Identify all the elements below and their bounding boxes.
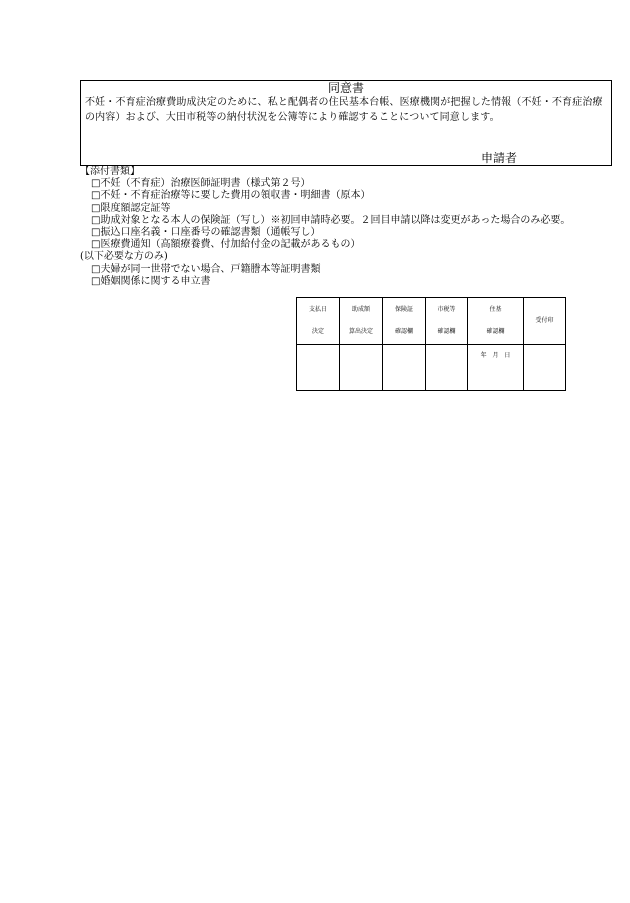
cell-city-tax-check[interactable] [426, 345, 468, 391]
header-reception-stamp: 受付印 [524, 298, 566, 345]
check-table-body-row [297, 345, 566, 391]
cell-insurance-check[interactable] [383, 345, 426, 391]
attachment-item-receipts: □不妊・不育症治療等に要した費用の領収書・明細書（原本） [91, 190, 371, 202]
attachments-section [80, 166, 620, 288]
cell-payment-date[interactable] [297, 345, 340, 391]
cell-reception-stamp[interactable] [524, 345, 566, 391]
attachment-item-bank-account: □振込口座名義・口座番号の確認書類（通帳写し） [91, 227, 321, 239]
consent-section [80, 80, 612, 166]
optional-heading: (以下必要な方のみ) [80, 251, 168, 263]
cell-subsidy-amount[interactable] [340, 345, 383, 391]
header-subsidy-amount: 助成額 算出決定 [340, 298, 383, 345]
cell-resident-registry-date[interactable] [468, 345, 524, 391]
attachment-item-insurance-card: □助成対象となる本人の保険証（写し）※初回申請時必要。２回目申請以降は変更があった場合のみ必要。 [91, 214, 571, 226]
attachment-item-medical-certificate: □不妊（不育症）治療医師証明書（様式第２号） [91, 178, 311, 190]
attachment-item-medical-notice: □医療費通知（高額療養費、付加給付金の記載があるもの） [91, 239, 361, 251]
consent-body-text: 不妊・不育症治療費助成決定のために、私と配偶者の住民基本台帳、医療機関が把握した情報（不妊・不育症治療の内容）および、大田市税等の納付状況を公簿等により確認することについて同意します。 [85, 97, 603, 123]
check-table-header-row [297, 298, 566, 345]
header-city-tax-check: 市税等 確認欄 [426, 298, 468, 345]
header-payment-date: 支払日 決定 [297, 298, 340, 345]
header-insurance-check: 保険証 確認欄 [383, 298, 426, 345]
consent-title: 同意書 [327, 81, 364, 95]
date-placeholder: 年 月 日 [480, 352, 511, 359]
optional-item-marriage-statement: □婚姻関係に関する申立書 [91, 275, 211, 287]
attachment-item-limit-certificate: □限度額認定証等 [91, 202, 171, 214]
optional-item-family-register: □夫婦が同一世帯でない場合、戸籍謄本等証明書類 [91, 263, 321, 275]
applicant-label: 申請者 [481, 151, 518, 165]
attachments-heading: 【添付書類】 [80, 166, 140, 177]
office-check-table [296, 297, 566, 391]
header-resident-registry-check: 住基 確認欄 [468, 298, 524, 345]
